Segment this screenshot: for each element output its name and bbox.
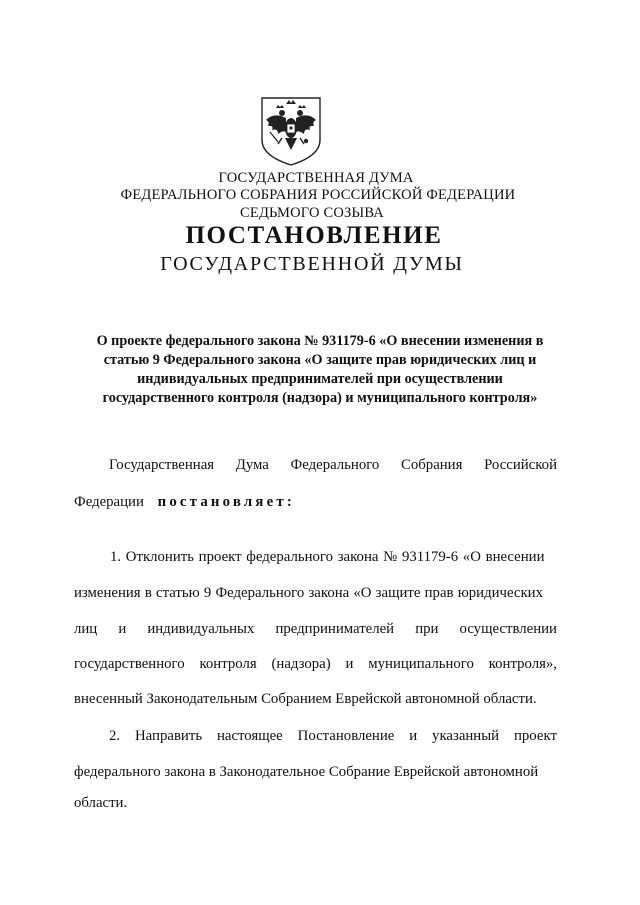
item2-line-3: области. xyxy=(74,795,128,811)
item2-word: указанный xyxy=(432,728,500,744)
preamble-word: Российской xyxy=(484,457,557,473)
item2-word: Постановление xyxy=(297,728,395,744)
item2-word: настоящее xyxy=(216,728,283,744)
item1-word: контроля xyxy=(199,656,257,672)
preamble-word: Собрания xyxy=(401,457,463,473)
item1-line-1: 1. Отклонить проект федерального закона № 931179-6 «О внесении xyxy=(110,549,545,565)
item2-word: Направить xyxy=(135,728,203,744)
bill-subject xyxy=(70,332,570,408)
header-convocation: СЕДЬМОГО СОЗЫВА xyxy=(240,205,384,221)
russian-coat-of-arms-icon xyxy=(256,94,326,168)
item1-word: (надзора) xyxy=(271,656,331,672)
header-federal-assembly: ФЕДЕРАЛЬНОГО СОБРАНИЯ РОССИЙСКОЙ ФЕДЕРАЦИИ xyxy=(120,187,516,203)
header-duma: ГОСУДАРСТВЕННАЯ ДУМА xyxy=(218,170,414,186)
item1-line-5: внесенный Законодательным Собранием Еврейской автономной области. xyxy=(74,691,537,707)
item2-line-1 xyxy=(109,727,557,745)
item1-word: муниципального xyxy=(368,656,474,672)
item1-word: и xyxy=(118,621,127,637)
bill-subject-line: статью 9 Федерального закона «О защите прав юридических лиц и xyxy=(103,352,537,368)
preamble-federation: Федерации xyxy=(74,494,144,510)
bill-subject-line: индивидуальных предпринимателей при осуществлении xyxy=(137,371,503,387)
bill-subject-line: О проекте федерального закона № 931179-6 «О внесении изменения в xyxy=(96,333,544,349)
item1-line-3 xyxy=(74,620,557,638)
item1-word: лиц xyxy=(74,621,98,637)
preamble-word: Государственная xyxy=(109,457,215,473)
item1-word: при xyxy=(415,621,439,637)
document-title: ПОСТАНОВЛЕНИЕ xyxy=(185,222,443,249)
preamble-word: Дума xyxy=(235,457,269,473)
preamble-word: Федерального xyxy=(290,457,380,473)
item2-line-2: федерального закона в Законодательное Собрание Еврейской автономной xyxy=(74,764,539,780)
item1-line-2: изменения в статью 9 Федерального закона «О защите прав юридических xyxy=(74,585,543,601)
decree-word: постановляет: xyxy=(157,494,295,510)
bill-subject-line: государственного контроля (надзора) и муниципального контроля» xyxy=(102,390,538,406)
preamble-line-1 xyxy=(109,456,557,474)
item1-word: государственного xyxy=(74,656,185,672)
item1-word: осуществлении xyxy=(459,621,557,637)
item2-word: и xyxy=(409,728,418,744)
item1-word: и xyxy=(345,656,354,672)
document-subtitle: ГОСУДАРСТВЕННОЙ ДУМЫ xyxy=(160,253,464,275)
item2-word: 2. xyxy=(109,728,121,744)
item2-word: проект xyxy=(513,728,557,744)
item1-word: предпринимателей xyxy=(275,621,395,637)
item1-line-4 xyxy=(74,655,557,673)
item1-word: контроля», xyxy=(488,656,557,672)
preamble-line-2 xyxy=(74,493,557,511)
item1-word: индивидуальных xyxy=(147,621,255,637)
